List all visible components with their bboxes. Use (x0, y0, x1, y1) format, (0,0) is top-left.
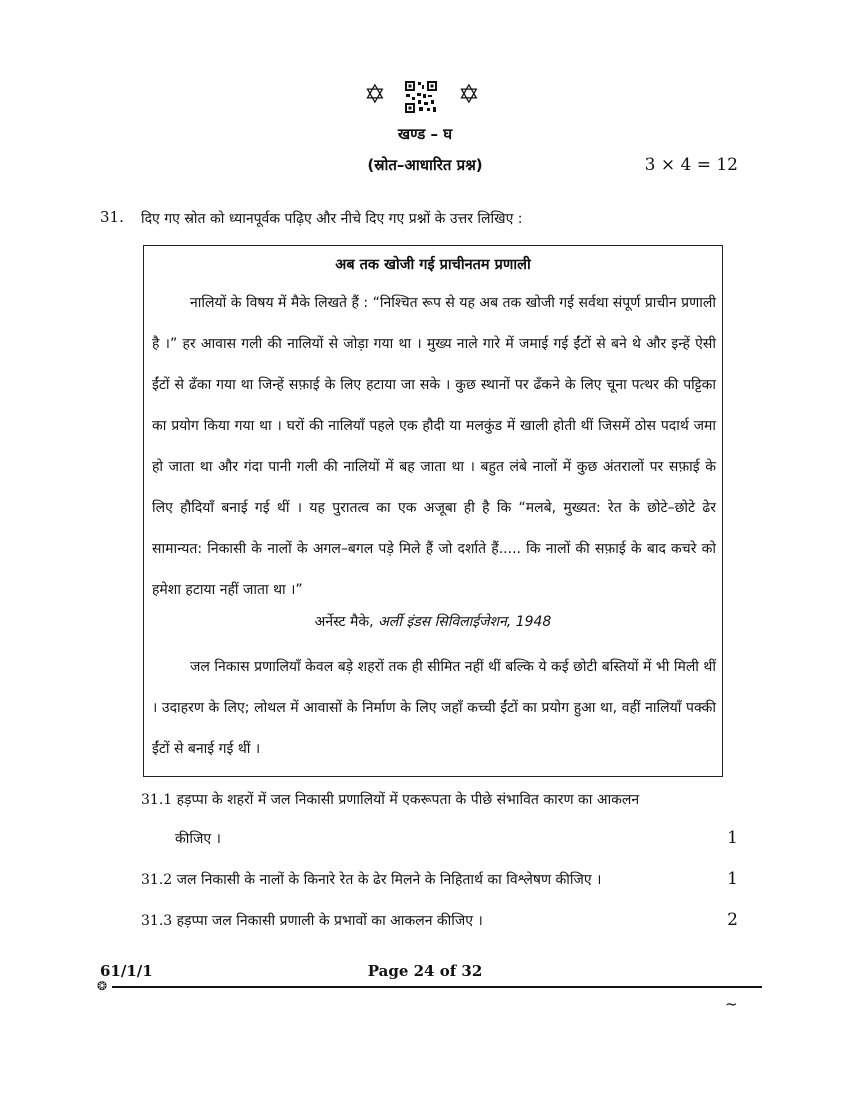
subquestion-marks: 1 (727, 869, 738, 889)
footer-divider (112, 986, 762, 988)
star-of-david-icon: ✡ (458, 80, 480, 110)
question-number: 31. (100, 208, 124, 226)
section-total-marks: 3 × 4 = 12 (644, 155, 738, 175)
subquestion-31-1-continued: कीजिए । (175, 831, 221, 847)
subquestion-marks: 2 (727, 910, 738, 930)
qr-code-icon (404, 80, 438, 114)
section-title: खण्ड – घ (397, 125, 453, 143)
paper-code: 61/1/1 (100, 962, 153, 980)
subquestion-31-2 (141, 870, 601, 889)
citation-author: अर्नेस्ट मैके, (314, 614, 374, 630)
subquestion-31-3 (141, 911, 483, 930)
page-number: Page 24 of 32 (367, 962, 483, 980)
subquestion-31-1 (141, 790, 639, 809)
page-tilde: ~ (725, 995, 738, 1013)
header-emblem-row (0, 80, 850, 116)
source-paragraph-2: जल निकास प्रणालियाँ केवल बड़े शहरों तक ही सीमित नहीं थीं बल्कि ये कई छोटी बस्तियों में भी मिली थीं । उदाहरण के लिए; लोथल में आवासों के निर्माण के लिए जहाँ कच्ची ईंटों का प्रयोग हुआ था, वहीं नालियाँ पक्की ईंटों से बनाई गई थीं । (152, 659, 716, 757)
footer-ornament-icon: ❂ (97, 979, 108, 993)
subquestion-number: 31.2 (141, 872, 173, 888)
star-of-david-icon: ✡ (364, 80, 386, 110)
subquestion-number: 31.1 (141, 792, 173, 808)
subquestion-text: हड़प्पा के शहरों में जल निकासी प्रणालियों में एकरूपता के पीछे संभावित कारण का आकलन (176, 792, 640, 808)
subquestion-marks: 1 (727, 828, 738, 848)
citation-work: अर्ली इंडस सिविलाईजेशन, 1948 (378, 614, 552, 630)
source-citation (144, 612, 722, 631)
source-title: अब तक खोजी गई प्राचीनतम प्रणाली (335, 257, 531, 273)
question-instruction: दिए गए स्रोत को ध्यानपूर्वक पढ़िए और नीचे दिए गए प्रश्नों के उत्तर लिखिए : (141, 211, 523, 227)
source-paragraph-1: नालियों के विषय में मैके लिखते हैं : “निश्चित रूप से यह अब तक खोजी गई सर्वथा संपूर्ण प्राचीन प्रणाली है ।” हर आवास गली की नालियों से जोड़ा गया था । मुख्य नाले गारे में जमाई गई ईंटों से बने थे और इन्हें ऐसी ईंटों से ढँका गया था जिन्हें सफ़ाई के लिए हटाया जा सके । कुछ स्थानों पर ढँकने के लिए चूना पत्थर की पट्टिका का प्रयोग किया गया था । घरों की नालियाँ पहले एक हौदी या मलकुंड में खाली होती थीं जिसमें ठोस पदार्थ जमा हो जाता था और गंदा पानी गली की नालियों में बह जाता था । बहुत लंबे नालों में कुछ अंतरालों पर सफ़ाई के लिए हौदियाँ बनाई गई थीं । यह पुरातत्व का एक अजूबा ही है कि “मलबे, मुख्यत: रेत के छोटे–छोटे ढेर सामान्यत: निकासी के नालों के अगल–बगल पड़े मिले हैं जो दर्शाते हैं..... कि नालों की सफ़ाई के बाद कचरे को हमेशा हटाया नहीं जाता था ।” (152, 295, 716, 598)
subquestion-number: 31.3 (141, 913, 173, 929)
source-box (143, 245, 723, 777)
subquestion-text: जल निकासी के नालों के किनारे रेत के ढेर मिलने के निहितार्थ का विश्लेषण कीजिए । (176, 872, 602, 888)
subquestion-text: हड़प्पा जल निकासी प्रणाली के प्रभावों का आकलन कीजिए । (176, 913, 483, 929)
section-subheading: (स्रोत–आधारित प्रश्न) (367, 156, 483, 174)
